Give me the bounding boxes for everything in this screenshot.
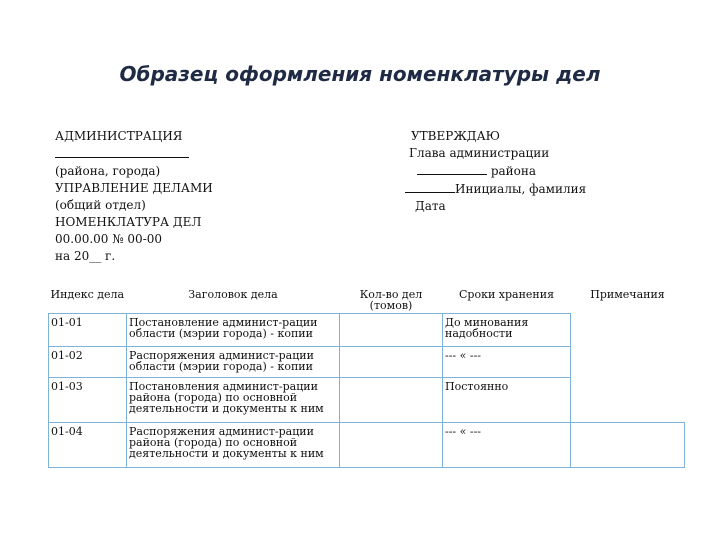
region-label: района [490, 164, 537, 178]
cell-term: --- « --- [443, 347, 571, 378]
cell-note [571, 423, 685, 468]
document-year: на 20__ г. [55, 249, 116, 263]
nomenclature-table [48, 285, 684, 468]
header-title: Заголовок дела [188, 288, 278, 301]
table-row [49, 423, 685, 468]
page-title: Образец оформления номенклатуры дел [119, 62, 601, 86]
document-number: 00.00.00 № 00-00 [55, 232, 163, 246]
approval-date: Дата [415, 199, 446, 213]
cell-index: 01-02 [49, 347, 127, 378]
cell-index: 01-04 [49, 423, 127, 468]
cell-term: Постоянно [443, 378, 571, 423]
header-note: Примечания [590, 288, 665, 301]
cell-title: Распоряжения админист-рации района (города) по основной деятельности и документы к ним [127, 423, 340, 468]
document-type: НОМЕНКЛАТУРА ДЕЛ [55, 215, 202, 229]
org-name: АДМИНИСТРАЦИЯ [55, 129, 183, 143]
cell-index: 01-01 [49, 314, 127, 347]
cell-title: Распоряжения админист-рации области (мэрии города) - копии [127, 347, 340, 378]
cell-note [571, 314, 685, 347]
department-name: УПРАВЛЕНИЕ ДЕЛАМИ [55, 181, 213, 195]
initials-label: Инициалы, фамилия [455, 182, 587, 196]
header-term: Сроки хранения [458, 288, 555, 301]
cell-term: До минования надобности [443, 314, 571, 347]
header-count: Кол-во дел (томов) [359, 288, 423, 312]
cell-count [340, 423, 443, 468]
approver-signature [405, 180, 586, 198]
cell-index: 01-03 [49, 378, 127, 423]
cell-count [340, 378, 443, 423]
approver-region [405, 162, 586, 180]
cell-count [340, 347, 443, 378]
table-row [49, 347, 685, 378]
cell-title: Постановления админист-рации района (города) по основной деятельности и документы к ним [127, 378, 340, 423]
region-caption: (района, города) [55, 164, 161, 178]
table-header [49, 285, 685, 314]
table-row [49, 378, 685, 423]
cell-note [571, 347, 685, 378]
addressee-block [55, 128, 213, 265]
cell-term: --- « --- [443, 423, 571, 468]
blank-line [55, 145, 213, 163]
approver-title: Глава администрации [409, 146, 550, 160]
department-caption: (общий отдел) [55, 198, 146, 212]
table-row [49, 314, 685, 347]
approval-block [405, 128, 586, 215]
cell-title: Постановление админист-рации области (мэрии города) - копии [127, 314, 340, 347]
cell-note [571, 378, 685, 423]
header-index: Индекс дела [50, 288, 125, 301]
cell-count [340, 314, 443, 347]
approval-heading: УТВЕРЖДАЮ [411, 129, 500, 143]
